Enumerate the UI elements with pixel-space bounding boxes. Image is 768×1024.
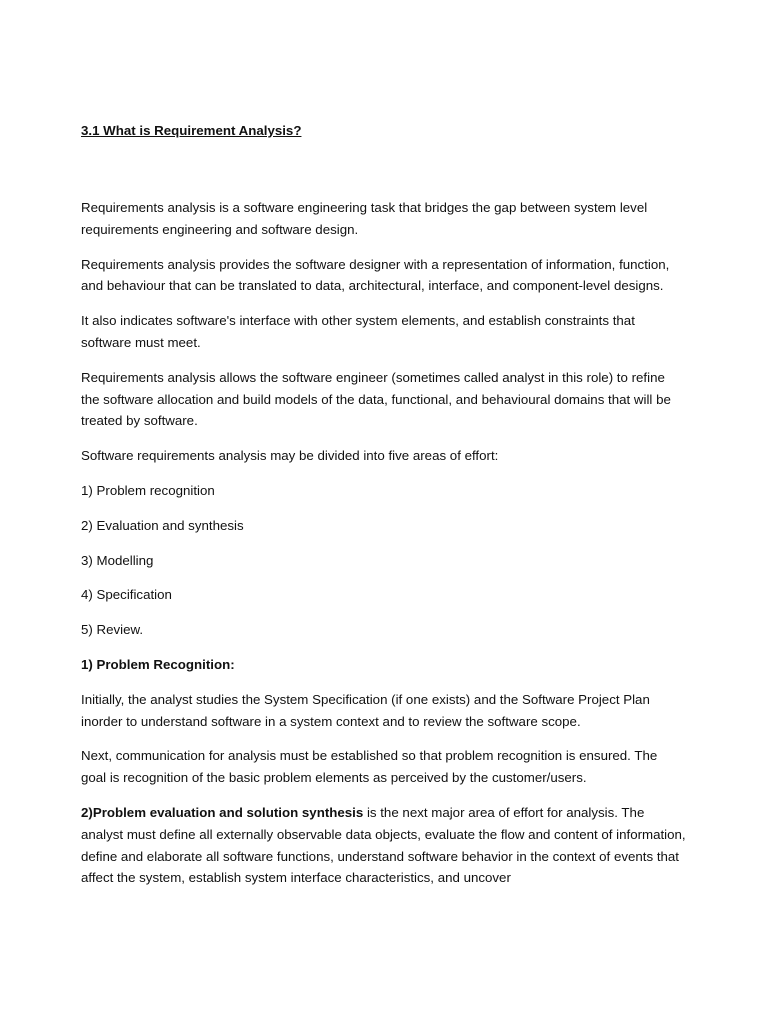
- paragraph-representation: Requirements analysis provides the software designer with a representation of information, function, and behaviour that can be translated to data, architectural, interface, and component-level designs.: [81, 256, 670, 294]
- area-item-specification: 4) Specification: [81, 587, 172, 603]
- section-heading: 3.1 What is Requirement Analysis?: [81, 123, 302, 138]
- area-item-problem-recognition: 1) Problem recognition: [81, 482, 215, 498]
- subheading-problem-recognition: 1) Problem Recognition:: [81, 656, 235, 672]
- paragraph-system-specification: Initially, the analyst studies the System Specification (if one exists) and the Software Project Plan inorder to understand software in a system context and to review the software scope.: [81, 691, 650, 729]
- inline-bold-title: 2)Problem evaluation and solution synthesis: [81, 804, 364, 820]
- area-item-evaluation-synthesis: 2) Evaluation and synthesis: [81, 517, 244, 533]
- area-item-modelling: 3) Modelling: [81, 552, 154, 568]
- paragraph-refine: Requirements analysis allows the software engineer (sometimes called analyst in this role) to refine the software allocation and build models of the data, functional, and behavioural domains that will be treated by software.: [81, 369, 671, 429]
- paragraph-areas-intro: Software requirements analysis may be divided into five areas of effort:: [81, 448, 499, 464]
- paragraph-evaluation-synthesis: [81, 802, 686, 889]
- area-item-review: 5) Review.: [81, 622, 144, 638]
- inline-body-text: is the next major area of effort for analysis. The analyst must define all externally observable data objects, evaluate the flow and content of information, define and elaborate all software functions, understand software behavior in the context of events that affect the system, establish system interface characteristics, and uncover: [81, 804, 686, 886]
- paragraph-interface: It also indicates software's interface with other system elements, and establish constraints that software must meet.: [81, 313, 635, 350]
- paragraph-bridge: Requirements analysis is a software engineering task that bridges the gap between system level requirements engineering and software design.: [81, 200, 648, 237]
- paragraph-communication: Next, communication for analysis must be established so that problem recognition is ensured. The goal is recognition of the basic problem elements as perceived by the customer/users.: [81, 748, 658, 786]
- document-content: [81, 121, 686, 902]
